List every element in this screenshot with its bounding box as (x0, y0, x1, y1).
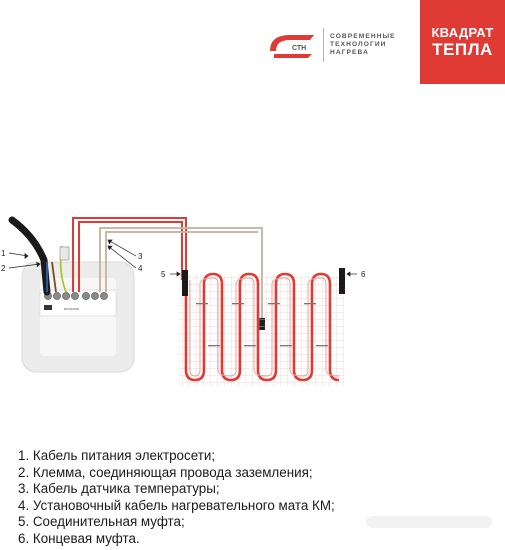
brand-line-1: КВАДРАТ (431, 25, 494, 40)
heating-mat (178, 274, 344, 386)
callout-6: 6 (361, 270, 366, 279)
logo-mark-text: СТН (292, 45, 307, 52)
legend-item: 2. Клемма, соединяющая провода заземления; (18, 464, 313, 480)
logo-divider (323, 28, 324, 62)
thermostat-indicator (44, 305, 52, 310)
connection-coupling (182, 270, 188, 296)
ground-clamp (60, 247, 69, 260)
callout-5: 5 (161, 270, 166, 279)
brand-line-2: ТЕПЛА (432, 40, 493, 59)
legend-item: 1. Кабель питания электросети; (18, 448, 216, 463)
legend-item: 3. Кабель датчика температуры; (18, 481, 220, 497)
callout-3: 3 (138, 252, 143, 261)
wiring-diagram (0, 200, 505, 400)
legend-item: 6. Концевая муфта. (18, 530, 140, 546)
callout-2: 2 (1, 264, 6, 273)
watermark (366, 516, 492, 528)
thermostat-label: RUSSOND (64, 307, 80, 311)
end-coupling (339, 268, 345, 294)
logo-line: СОВРЕМЕННЫЕ (330, 33, 396, 40)
legend-list (18, 448, 335, 548)
logo-line: НАГРЕВА (330, 49, 369, 57)
callout-4: 4 (138, 264, 143, 273)
legend-item: 4. Установочный кабель нагревательного мата КМ; (18, 497, 335, 513)
brand-badge (420, 0, 505, 84)
logo-text (330, 33, 396, 58)
logo-icon (266, 29, 316, 63)
legend-item: 5. Соединительная муфта; (18, 514, 185, 530)
callout-1: 1 (1, 249, 6, 258)
logo-line: ТЕХНОЛОГИИ (330, 41, 387, 49)
